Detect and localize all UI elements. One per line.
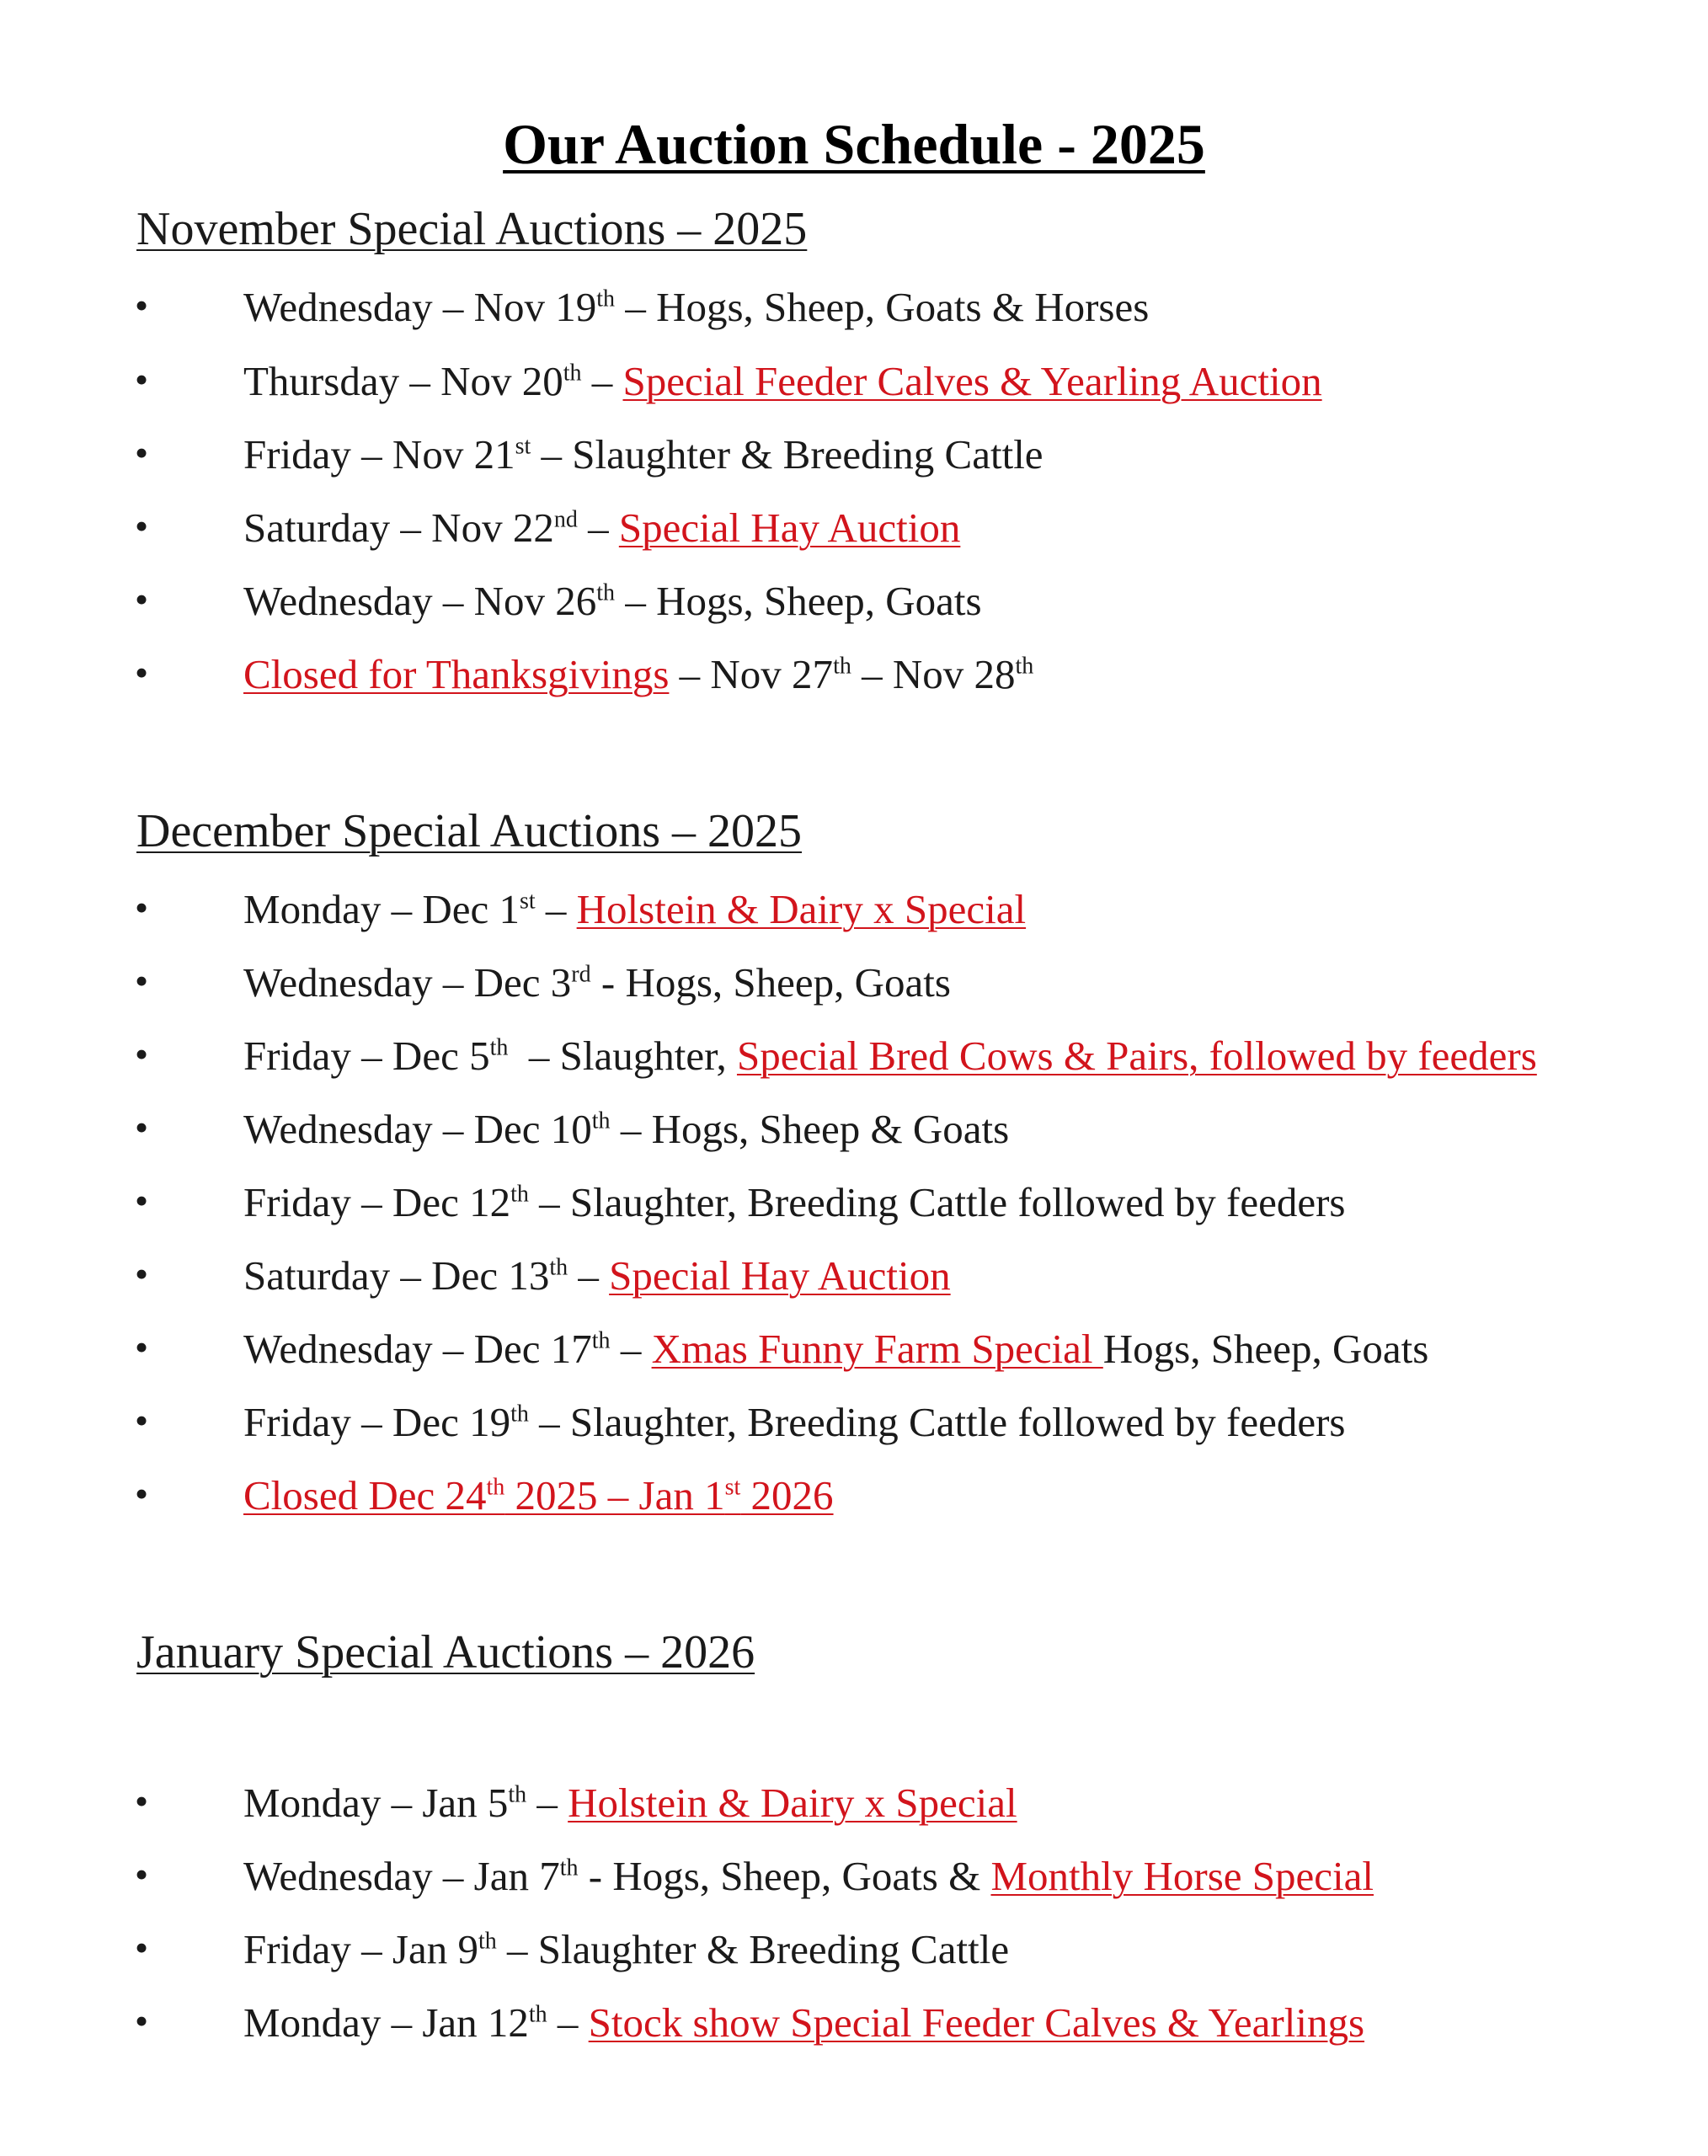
item-date: Saturday – Dec 13 — [243, 1252, 550, 1299]
bullet: • — [135, 1033, 149, 1075]
item-description: Hogs, Sheep, Goats & Horses — [656, 284, 1150, 330]
item-description: Slaughter, — [559, 1033, 737, 1079]
list-item — [0, 1471, 1708, 1530]
item-description: Hogs, Sheep, Goats — [656, 578, 982, 624]
special-highlight: Closed for Thanksgivings — [243, 651, 670, 697]
item-date: Monday – Jan 12 — [243, 1999, 529, 2046]
item-date: Friday – Dec 5 — [243, 1033, 490, 1079]
section-heading-january: January Special Auctions – 2026 — [136, 1626, 755, 1678]
special-highlight: Stock show Special Feeder Calves & Yearlings — [588, 1999, 1365, 2046]
item-date: Friday – Nov 21 — [243, 431, 515, 478]
list-item: • Monday – Jan 5th – Holstein & Dairy x Special — [135, 1780, 1017, 1826]
bullet: • — [135, 1252, 149, 1295]
bullet: • — [135, 1926, 149, 1969]
item-date: Wednesday – Nov 19 — [243, 284, 597, 330]
item-date: Thursday – Nov 20 — [243, 358, 563, 404]
item-date: Wednesday – Jan 7 — [243, 1853, 560, 1899]
item-description: Hogs, Sheep & Goats — [651, 1106, 1010, 1152]
bullet: • — [135, 651, 149, 694]
bullet: • — [135, 1780, 149, 1822]
item-date: Friday – Dec 19 — [243, 1399, 511, 1445]
list-item: • Saturday – Dec 13th – Special Hay Auction — [135, 1252, 951, 1299]
item-description: Hogs, Sheep, Goats — [625, 959, 951, 1006]
item-date: Wednesday – Dec 17 — [243, 1326, 592, 1372]
list-item: • Wednesday – Nov 19th – Hogs, Sheep, Goats & Horses — [135, 284, 1150, 330]
bullet: • — [135, 1853, 149, 1896]
list-item: • Friday – Jan 9th – Slaughter & Breeding Cattle — [135, 1926, 1010, 1972]
item-date: Monday – Dec 1 — [243, 886, 520, 932]
list-item: • Monday – Jan 12th – Stock show Special Feeder Calves & Yearlings — [135, 1999, 1365, 2046]
item-description: Slaughter, Breeding Cattle followed by feeders — [569, 1179, 1346, 1225]
bullet: • — [135, 358, 149, 401]
special-highlight: Holstein & Dairy x Special — [568, 1780, 1017, 1826]
list-item: • Friday – Nov 21st – Slaughter & Breeding Cattle — [135, 431, 1043, 478]
list-item: • Monday – Dec 1st – Holstein & Dairy x Special — [135, 886, 1027, 932]
bullet: • — [135, 886, 149, 929]
list-item: • Friday – Dec 5th – Slaughter, Special Bred Cows & Pairs, followed by feeders — [135, 1033, 1537, 1079]
bullet: • — [135, 431, 149, 474]
bullet: • — [135, 578, 149, 621]
special-highlight: Special Bred Cows & Pairs, followed by feeders — [736, 1033, 1537, 1079]
bullet: • — [135, 1399, 149, 1442]
special-highlight: Xmas Funny Farm Special — [651, 1326, 1103, 1372]
item-date: Friday – Dec 12 — [243, 1179, 511, 1225]
list-item: • Wednesday – Dec 10th – Hogs, Sheep & Goats — [135, 1106, 1010, 1152]
bullet: • — [135, 1472, 149, 1515]
section-heading-november: November Special Auctions – 2025 — [136, 203, 808, 255]
item-date: Wednesday – Dec 10 — [243, 1106, 592, 1152]
item-description: Slaughter & Breeding Cattle — [572, 431, 1043, 478]
item-date: Wednesday – Nov 26 — [243, 578, 597, 624]
list-item: • Wednesday – Dec 17th – Xmas Funny Farm Special Hogs, Sheep, Goats — [135, 1326, 1429, 1372]
item-description: Slaughter, Breeding Cattle followed by feeders — [569, 1399, 1346, 1445]
special-highlight: Special Feeder Calves & Yearling Auction — [622, 358, 1322, 404]
bullet: • — [135, 1326, 149, 1369]
list-item: • Wednesday – Nov 26th – Hogs, Sheep, Goats — [135, 578, 982, 624]
special-highlight: Monthly Horse Special — [990, 1853, 1374, 1899]
list-item: • Thursday – Nov 20th – Special Feeder Calves & Yearling Auction — [135, 358, 1322, 404]
list-item: • Wednesday – Jan 7th - Hogs, Sheep, Goats & Monthly Horse Special — [135, 1853, 1374, 1899]
bullet: • — [135, 1106, 149, 1149]
list-item: • Saturday – Nov 22nd – Special Hay Auction — [135, 504, 961, 551]
special-highlight: Special Hay Auction — [609, 1252, 951, 1299]
bullet: • — [135, 959, 149, 1002]
special-highlight: Special Hay Auction — [618, 504, 961, 551]
list-item: • Friday – Dec 19th – Slaughter, Breeding Cattle followed by feeders — [135, 1399, 1346, 1445]
bullet: • — [135, 1179, 149, 1222]
item-description: Hogs, Sheep, Goats — [1102, 1326, 1429, 1372]
bullet: • — [135, 1999, 149, 2042]
item-date: Monday – Jan 5 — [243, 1780, 509, 1826]
list-item: • Closed for Thanksgivings – Nov 27th – Nov 28th — [135, 651, 1034, 697]
list-item: • Friday – Dec 12th – Slaughter, Breeding Cattle followed by feeders — [135, 1179, 1346, 1225]
section-heading-december: December Special Auctions – 2025 — [136, 805, 803, 857]
item-date: Wednesday – Dec 3 — [243, 959, 572, 1006]
page-title: Our Auction Schedule - 2025 — [503, 112, 1205, 176]
item-date: Saturday – Nov 22 — [243, 504, 554, 551]
item-date: Friday – Jan 9 — [243, 1926, 478, 1972]
item-description: Slaughter & Breeding Cattle — [537, 1926, 1010, 1972]
item-description: Hogs, Sheep, Goats & — [612, 1853, 991, 1899]
list-item: • Wednesday – Dec 3rd - Hogs, Sheep, Goats — [135, 959, 951, 1006]
special-highlight: Closed Dec 24th 2025 – Jan 1st 2026 — [243, 1472, 834, 1518]
bullet: • — [135, 284, 149, 327]
bullet: • — [135, 504, 149, 547]
special-highlight: Holstein & Dairy x Special — [576, 886, 1027, 932]
